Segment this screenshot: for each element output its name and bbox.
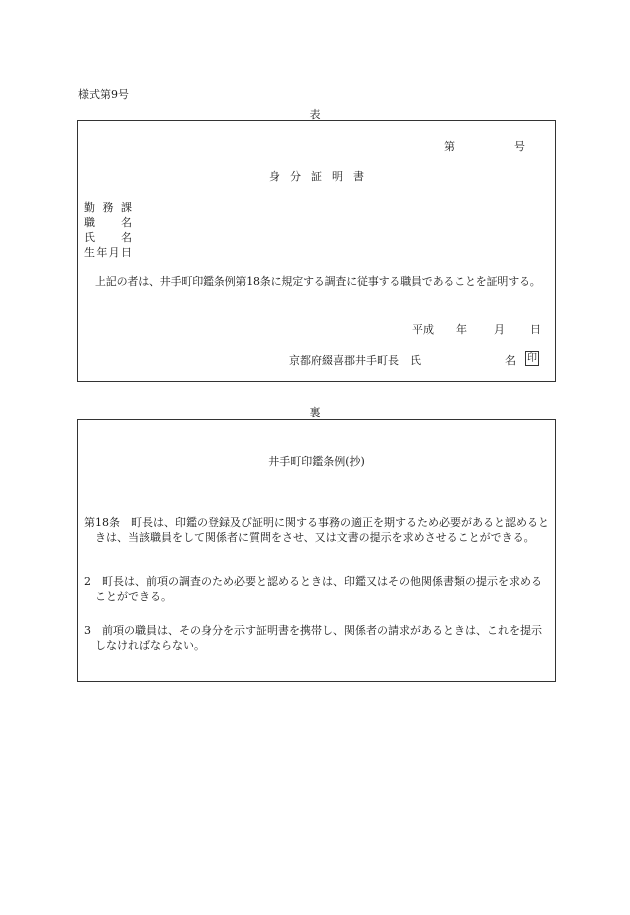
- form-number: 様式第9号: [78, 88, 129, 101]
- field-label: 氏名: [84, 231, 132, 244]
- issuer-title: 京都府綴喜郡井手町長 氏: [289, 354, 421, 367]
- date-day: 日: [530, 323, 541, 336]
- back-side-label: 裏: [309, 406, 321, 419]
- certificate-front: [77, 120, 556, 382]
- number-prefix: 第: [444, 140, 455, 153]
- ordinance-article: 第18条 町長は、印鑑の登録及び証明に関する事務の適正を期するため必要があると認めるときは、当該職員をして関係者に質問をさせ、又は文書の提示を求めさせることができる。: [84, 516, 549, 544]
- seal-mark: 印: [527, 353, 537, 364]
- ordinance-article: 2 町長は、前項の調査のため必要と認めるときは、印鑑又はその他関係書類の提示を求めることができる。: [84, 575, 542, 603]
- field-birthdate: [84, 244, 132, 260]
- field-department: [84, 199, 132, 215]
- field-position: [84, 214, 132, 230]
- ordinance-article: 3 前項の職員は、その身分を示す証明書を携帯し、関係者の請求があるときは、これを提示しなければならない。: [84, 624, 542, 652]
- certification-statement: 上記の者は、井手町印鑑条例第18条に規定する調査に従事する職員であることを証明する。: [95, 275, 541, 288]
- field-label: 生年月日: [84, 246, 132, 259]
- number-suffix: 号: [514, 140, 525, 153]
- certificate-title: 身分証明書: [269, 170, 374, 183]
- date-era: 平成: [412, 323, 434, 336]
- ordinance-title: 井手町印鑑条例(抄): [268, 455, 365, 468]
- front-side-label: 表: [309, 108, 321, 121]
- date-month: 月: [494, 323, 505, 336]
- date-year: 年: [456, 323, 467, 336]
- field-label: 職名: [84, 216, 132, 229]
- field-label: 勤務課: [84, 201, 132, 214]
- certificate-back: [77, 419, 556, 682]
- field-name: [84, 229, 132, 245]
- issuer-name-suffix: 名: [505, 354, 516, 367]
